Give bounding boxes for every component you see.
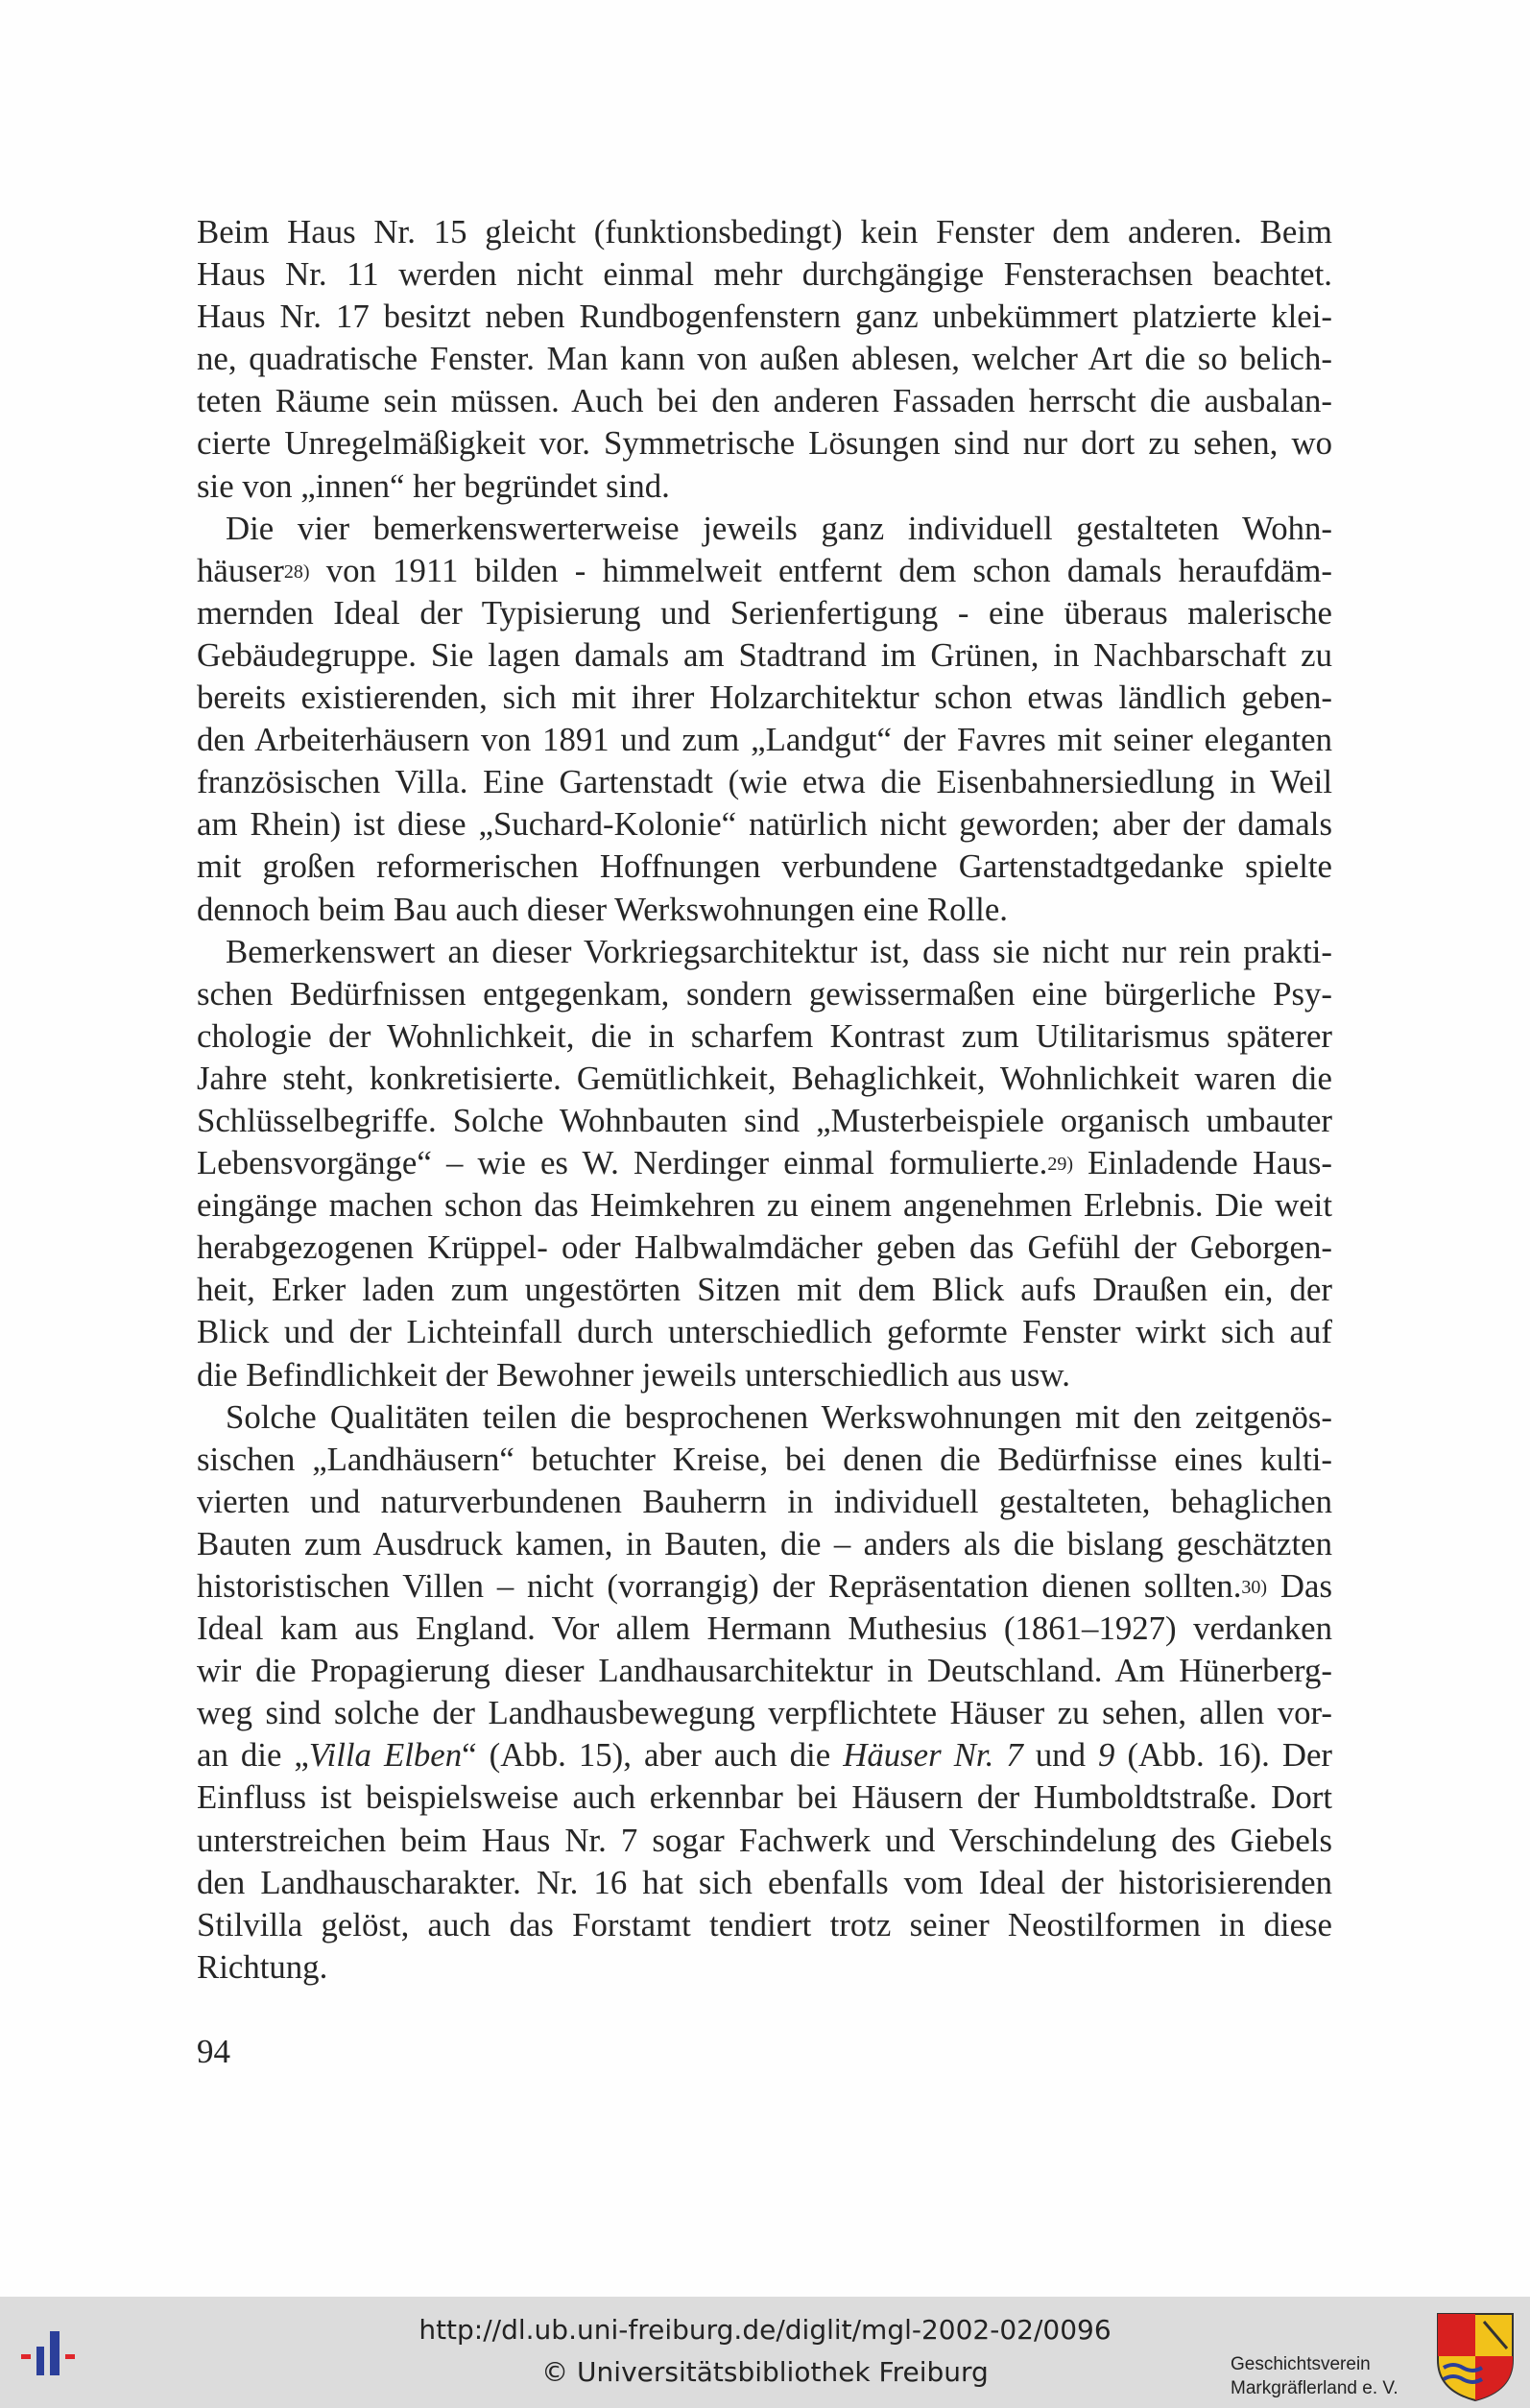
text-line: bereits existierenden, sich mit ihrer Holzarchitektur schon etwas ländlich geben- (197, 679, 1332, 717)
text-line: Stilvilla gelöst, auch das Forstamt tendiert trotz seiner Neostilformen in diese (197, 1905, 1332, 1943)
coat-of-arms-icon (1434, 2310, 1517, 2402)
society-line-1: Geschichtsverein (1231, 2354, 1371, 2374)
text-line: an die „Villa Elben“ (Abb. 15), aber auch die Häuser Nr. 7 und 9 (Abb. 16). Der (197, 1736, 1332, 1775)
text-line: historistischen Villen – nicht (vorrangig) der Repräsentation dienen sollten.$^{30)}$ Das (197, 1567, 1332, 1605)
text-line: ne, quadratische Fenster. Man kann von außen ablesen, welcher Art die so belich- (197, 340, 1332, 378)
text-line: chologie der Wohnlichkeit, die in scharfem Kontrast zum Utilitarismus späterer (197, 1016, 1332, 1055)
text-line: teten Räume sein müssen. Auch bei den anderen Fassaden herrscht die ausbalan- (197, 382, 1332, 420)
text-line: Ideal kam aus England. Vor allem Hermann Muthesius (1861–1927) verdanken (197, 1609, 1332, 1648)
paragraph (197, 931, 1332, 1396)
text-line: Beim Haus Nr. 15 gleicht (funktionsbedingt) kein Fenster dem anderen. Beim (197, 213, 1332, 250)
text-line: Haus Nr. 17 besitzt neben Rundbogenfenstern ganz unbekümmert platzierte klei- (197, 298, 1332, 336)
text-line: Lebensvorgänge“ – wie es W. Nerdinger einmal formulierte.$^{29)}$ Einladende Haus- (197, 1144, 1332, 1182)
text-line: sischen „Landhäusern“ betuchter Kreise, bei denen die Bedürfnisse eines kulti- (197, 1440, 1332, 1478)
footnote-marker: 30) (1241, 1577, 1268, 1598)
body-text (197, 211, 1332, 1989)
text-line: vierten und naturverbundenen Bauherrn in individuell gestalteten, behaglichen (197, 1482, 1332, 1520)
text-line: mit großen reformerischen Hoffnungen verbundene Gartenstadtgedanke spielte (197, 847, 1332, 886)
footer-copyright: © Universitätsbibliothek Freiburg (541, 2356, 989, 2388)
text-line: am Rhein) ist diese „Suchard-Kolonie“ natürlich nicht geworden; aber der damals (197, 805, 1332, 844)
text-line: sie von „innen“ her begründet sind. (197, 466, 670, 505)
text-line: mernden Ideal der Typisierung und Serienfertigung - eine überaus malerische (197, 593, 1332, 632)
footnote-marker: 28) (283, 560, 310, 583)
text-line: cierte Unregelmäßigkeit vor. Symmetrische Lösungen sind nur dort zu sehen, wo (197, 424, 1332, 463)
paragraph (197, 1396, 1332, 1989)
text-line: Haus Nr. 11 werden nicht einmal mehr durchgängige Fensterachsen beachtet. (197, 255, 1332, 294)
paragraph (197, 508, 1332, 931)
text-line: Solche Qualitäten teilen die besprochenen Werkswohnungen mit den zeitgenös- (226, 1397, 1332, 1436)
text-line: französischen Villa. Eine Gartenstadt (wie etwa die Eisenbahnersiedlung in Weil (197, 763, 1332, 801)
footer-url-link[interactable]: http://dl.ub.uni-freiburg.de/diglit/mgl-2002-02/0096 (418, 2314, 1112, 2346)
text-line: schen Bedürfnissen entgegenkam, sondern gewissermaßen eine bürgerliche Psy- (197, 974, 1332, 1013)
page-number: 94 (197, 2033, 230, 2070)
text-line: wir die Propagierung dieser Landhausarchitektur in Deutschland. Am Hünerberg- (197, 1652, 1332, 1690)
paragraph (197, 211, 1332, 508)
text-line: den Landhauscharakter. Nr. 16 hat sich ebenfalls vom Ideal der historisierenden (197, 1863, 1332, 1901)
text-line: herabgezogenen Krüppel- oder Halbwalmdächer geben das Gefühl der Geborgen- (197, 1228, 1332, 1267)
footnote-marker: 29) (1047, 1154, 1073, 1176)
text-line: weg sind solche der Landhausbewegung verpflichtete Häuser zu sehen, allen vor- (197, 1694, 1332, 1732)
text-line: Schlüsselbegriffe. Solche Wohnbauten sind „Musterbeispiele organisch umbauter (197, 1101, 1332, 1139)
text-line: heit, Erker laden zum ungestörten Sitzen mit dem Blick aufs Draußen ein, der (197, 1271, 1332, 1309)
text-line: die Befindlichkeit der Bewohner jeweils unterschiedlich aus usw. (197, 1355, 1070, 1394)
text-line: Blick und der Lichteinfall durch unterschiedlich geformte Fenster wirkt sich auf (197, 1313, 1332, 1351)
text-line: Richtung. (197, 1947, 328, 1986)
text-line: Einfluss ist beispielsweise auch erkennbar bei Häusern der Humboldtstraße. Dort (197, 1778, 1332, 1817)
text-line: den Arbeiterhäusern von 1891 und zum „Landgut“ der Favres mit seiner eleganten (197, 721, 1332, 759)
society-name (1231, 2352, 1422, 2400)
text-line: Gebäudegruppe. Sie lagen damals am Stadtrand im Grünen, in Nachbarschaft zu (197, 635, 1332, 674)
text-line: eingänge machen schon das Heimkehren zu einem angenehmen Erlebnis. Die weit (197, 1186, 1332, 1225)
text-line: Die vier bemerkenswerterweise jeweils ganz individuell gestalteten Wohn- (226, 509, 1332, 547)
text-line: Jahre steht, konkretisierte. Gemütlichkeit, Behaglichkeit, Wohnlichkeit waren die (197, 1059, 1332, 1097)
text-line: häuser$^{28)}$ von 1911 bilden - himmelweit entfernt dem schon damals heraufdäm- (197, 551, 1332, 589)
text-line: unterstreichen beim Haus Nr. 7 sogar Fachwerk und Verschindelung des Giebels (197, 1821, 1332, 1859)
text-line: dennoch beim Bau auch dieser Werkswohnungen eine Rolle. (197, 890, 1008, 928)
footer-bar (0, 2297, 1530, 2408)
text-line: Bauten zum Ausdruck kamen, in Bauten, die – anders als die bislang geschätzten (197, 1524, 1332, 1562)
text-line: Bemerkenswert an dieser Vorkriegsarchitektur ist, dass sie nicht nur rein prakti- (226, 932, 1332, 970)
society-line-2: Markgräflerland e. V. (1231, 2378, 1399, 2398)
